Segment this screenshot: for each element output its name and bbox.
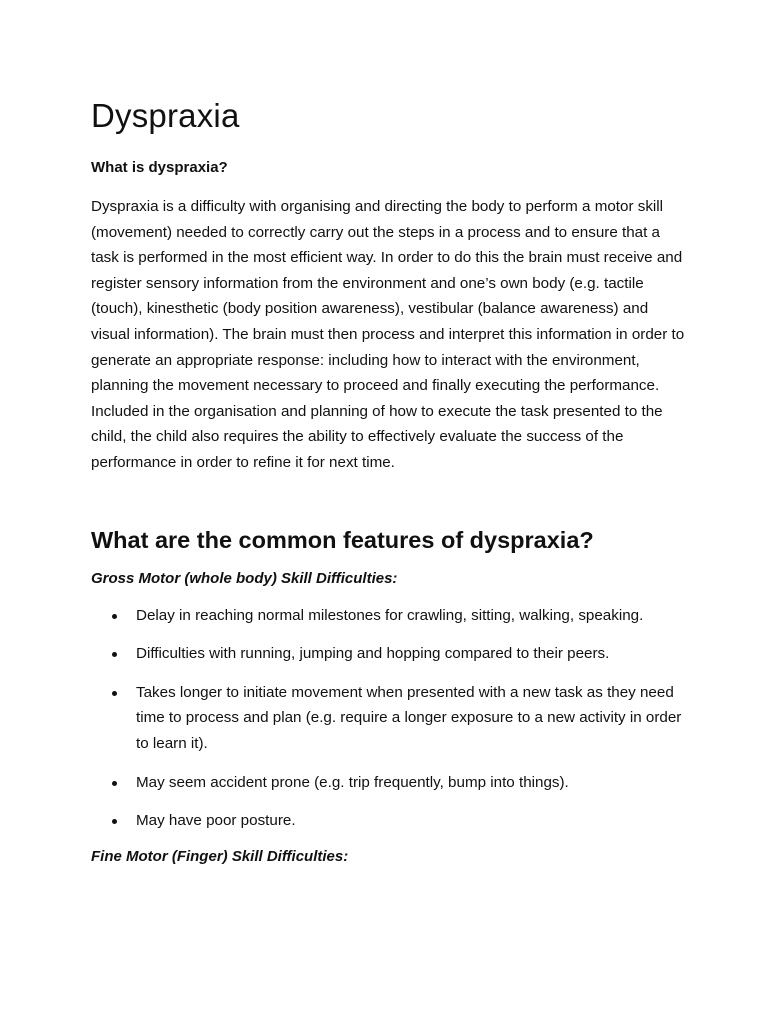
list-item [91, 603, 691, 629]
list-item [91, 770, 691, 796]
list-item-text: May have poor posture. [136, 812, 296, 830]
features-heading: What are the common features of dyspraxia? [91, 526, 594, 553]
gross-motor-heading: Gross Motor (whole body) Skill Difficulties: [91, 569, 398, 587]
list-item-text: Difficulties with running, jumping and hopping compared to their peers. [136, 645, 610, 663]
page-title: Dyspraxia [91, 97, 240, 134]
list-item [91, 641, 691, 667]
fine-motor-heading: Fine Motor (Finger) Skill Difficulties: [91, 847, 349, 865]
list-item-text: Delay in reaching normal milestones for crawling, sitting, walking, speaking. [136, 606, 644, 624]
list-item [91, 808, 691, 834]
list-item [91, 680, 691, 757]
bullet-icon [112, 614, 117, 619]
bullet-icon [112, 652, 117, 657]
what-is-dyspraxia-heading: What is dyspraxia? [91, 159, 228, 176]
bullet-icon [112, 691, 117, 696]
bullet-icon [112, 781, 117, 786]
intro-paragraph: Dyspraxia is a difficulty with organising and directing the body to perform a motor skill (movement) needed to correctly carry out the steps in a process and to ensure that a task is performed in the most efficient way. In order to do this the brain must receive and register sensory information from the environment and one’s own body (e.g. tactile (touch), kinesthetic (body position awareness), vestibular (balance awareness) and visual information). The brain must then process and interpret this information in order to generate an appropriate response: including how to interact with the environment, planning the movement necessary to proceed and finally executing the performance. Included in the organisation and planning of how to execute the task presented to the child, the child also requires the ability to effectively evaluate the success of the performance in order to refine it for next time. [91, 198, 685, 471]
list-item-text: Takes longer to initiate movement when presented with a new task as they need time to process and plan (e.g. require a longer exposure to a new activity in order to learn it). [136, 683, 682, 752]
gross-motor-list [91, 603, 691, 834]
bullet-icon [112, 819, 117, 824]
list-item-text: May seem accident prone (e.g. trip frequently, bump into things). [136, 773, 569, 791]
document-content [91, 92, 691, 867]
